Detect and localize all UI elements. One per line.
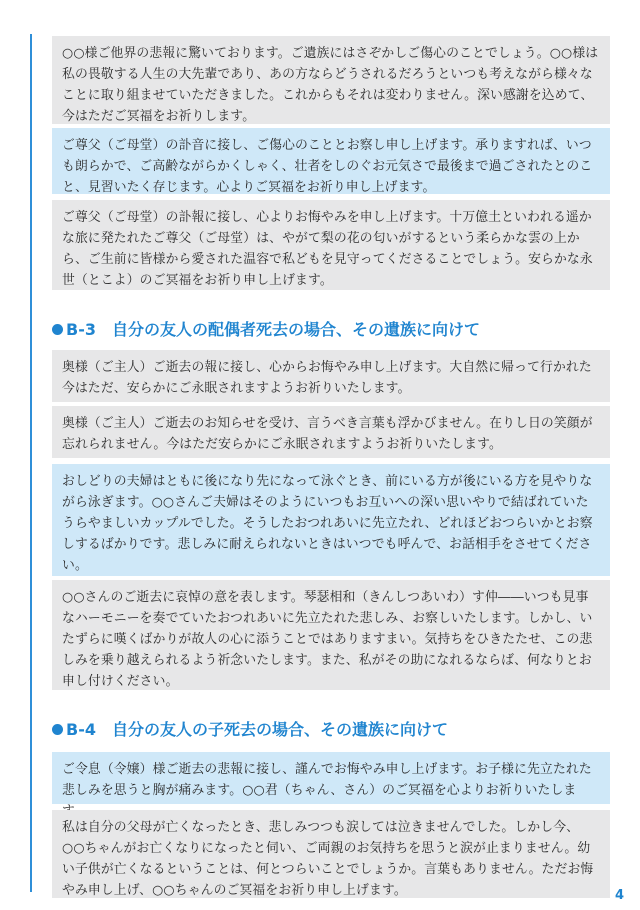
bullet-icon — [52, 724, 63, 735]
section-heading-text: B-3 自分の友人の配偶者死去の場合、その遺族に向けて — [66, 320, 480, 339]
message-box: 奥様（ご主人）ご逝去の報に接し、心からお悔やみ申し上げます。大自然に帰って行かれた今はただ、安らかにご永眠されますようお祈りいたします。 — [52, 350, 610, 402]
message-box: ○○さんのご逝去に哀悼の意を表します。琴瑟相和（きんしつあいわ）す仲――いつも見事なハーモニーを奏でていたおつれあいに先立たれた悲しみ、お察しいたします。しかし、いたずらに嘆くばかりが故人の心に添うことではありますまい。気持ちをひきたたせ、この悲しみを乗り越えられるよう祈念いたします。また、私がその助になれるならば、何なりとお申し付けください。 — [52, 580, 610, 690]
bullet-icon — [52, 324, 63, 335]
page-number: 4 — [615, 888, 625, 903]
left-accent-rule — [30, 34, 32, 892]
section-heading-b3 — [52, 318, 480, 342]
message-box: ご令息（令嬢）様ご逝去の悲報に接し、謹んでお悔やみ申し上げます。お子様に先立たれた悲しみを思うと胸が痛みます。○○君（ちゃん、さん）のご冥福を心よりお祈りいたしま — [52, 752, 610, 804]
message-box: 私は自分の父母が亡くなったとき、悲しみつつも涙しては泣きませんでした。しかし今、○○ちゃんがお亡くなりになったと伺い、ご両親のお気持ちを思うと涙が止まりません。幼い子供が亡くなるということは、何とつらいことでしょうか。言葉もありません。ただお悔やみ申し上げ、○○ちゃんのご冥福をお祈り申し上げます。 — [52, 810, 610, 898]
section-heading-b4 — [52, 718, 448, 742]
message-box: 奥様（ご主人）ご逝去のお知らせを受け、言うべき言葉も浮かびません。在りし日の笑顔が忘れられません。今はただ安らかにご永眠されますようお祈りいたします。 — [52, 406, 610, 458]
message-box: ご尊父（ご母堂）の訃報に接し、心よりお悔やみを申し上げます。十万億土といわれる遥かな旅に発たれたご尊父（ご母堂）は、やがて梨の花の匂いがするという柔らかな雲の上から、ご生前に皆様から愛された温容で私どもを見守ってくださることでしょう。安らかな永世（とこよ）のご冥福をお祈り申し上げます。 — [52, 200, 610, 290]
message-box: ○○様ご他界の悲報に驚いております。ご遺族にはさぞかしご傷心のことでしょう。○○様は私の畏敬する人生の大先輩であり、あの方ならどうされるだろうといつも考えながら様々なことに取り組ませていただきました。これからもそれは変わりません。深い感謝を込めて、今はただご冥福をお祈りします。 — [52, 36, 610, 124]
message-box: おしどりの夫婦はともに後になり先になって泳ぐとき、前にいる方が後にいる方を見やりながら泳ぎます。○○さんご夫婦はそのようにいつもお互いへの深い思いやりで結ばれていたうらやましいカップルでした。そうしたおつれあいに先立たれ、どれほどおつらいかとお察しするばかりです。悲しみに耐えられないときはいつでも呼んで、お話相手をさせてください。 — [52, 464, 610, 576]
section-heading-text: B-4 自分の友人の子死去の場合、その遺族に向けて — [66, 720, 448, 739]
message-box: ご尊父（ご母堂）の訃音に接し、ご傷心のこととお察し申し上げます。承りますれば、いつも朗らかで、ご高齢ながらかくしゃく、壮者をしのぐお元気さで最後まで過ごされたとのこと、見習いたく存じます。心よりご冥福をお祈り申し上げます。 — [52, 128, 610, 194]
